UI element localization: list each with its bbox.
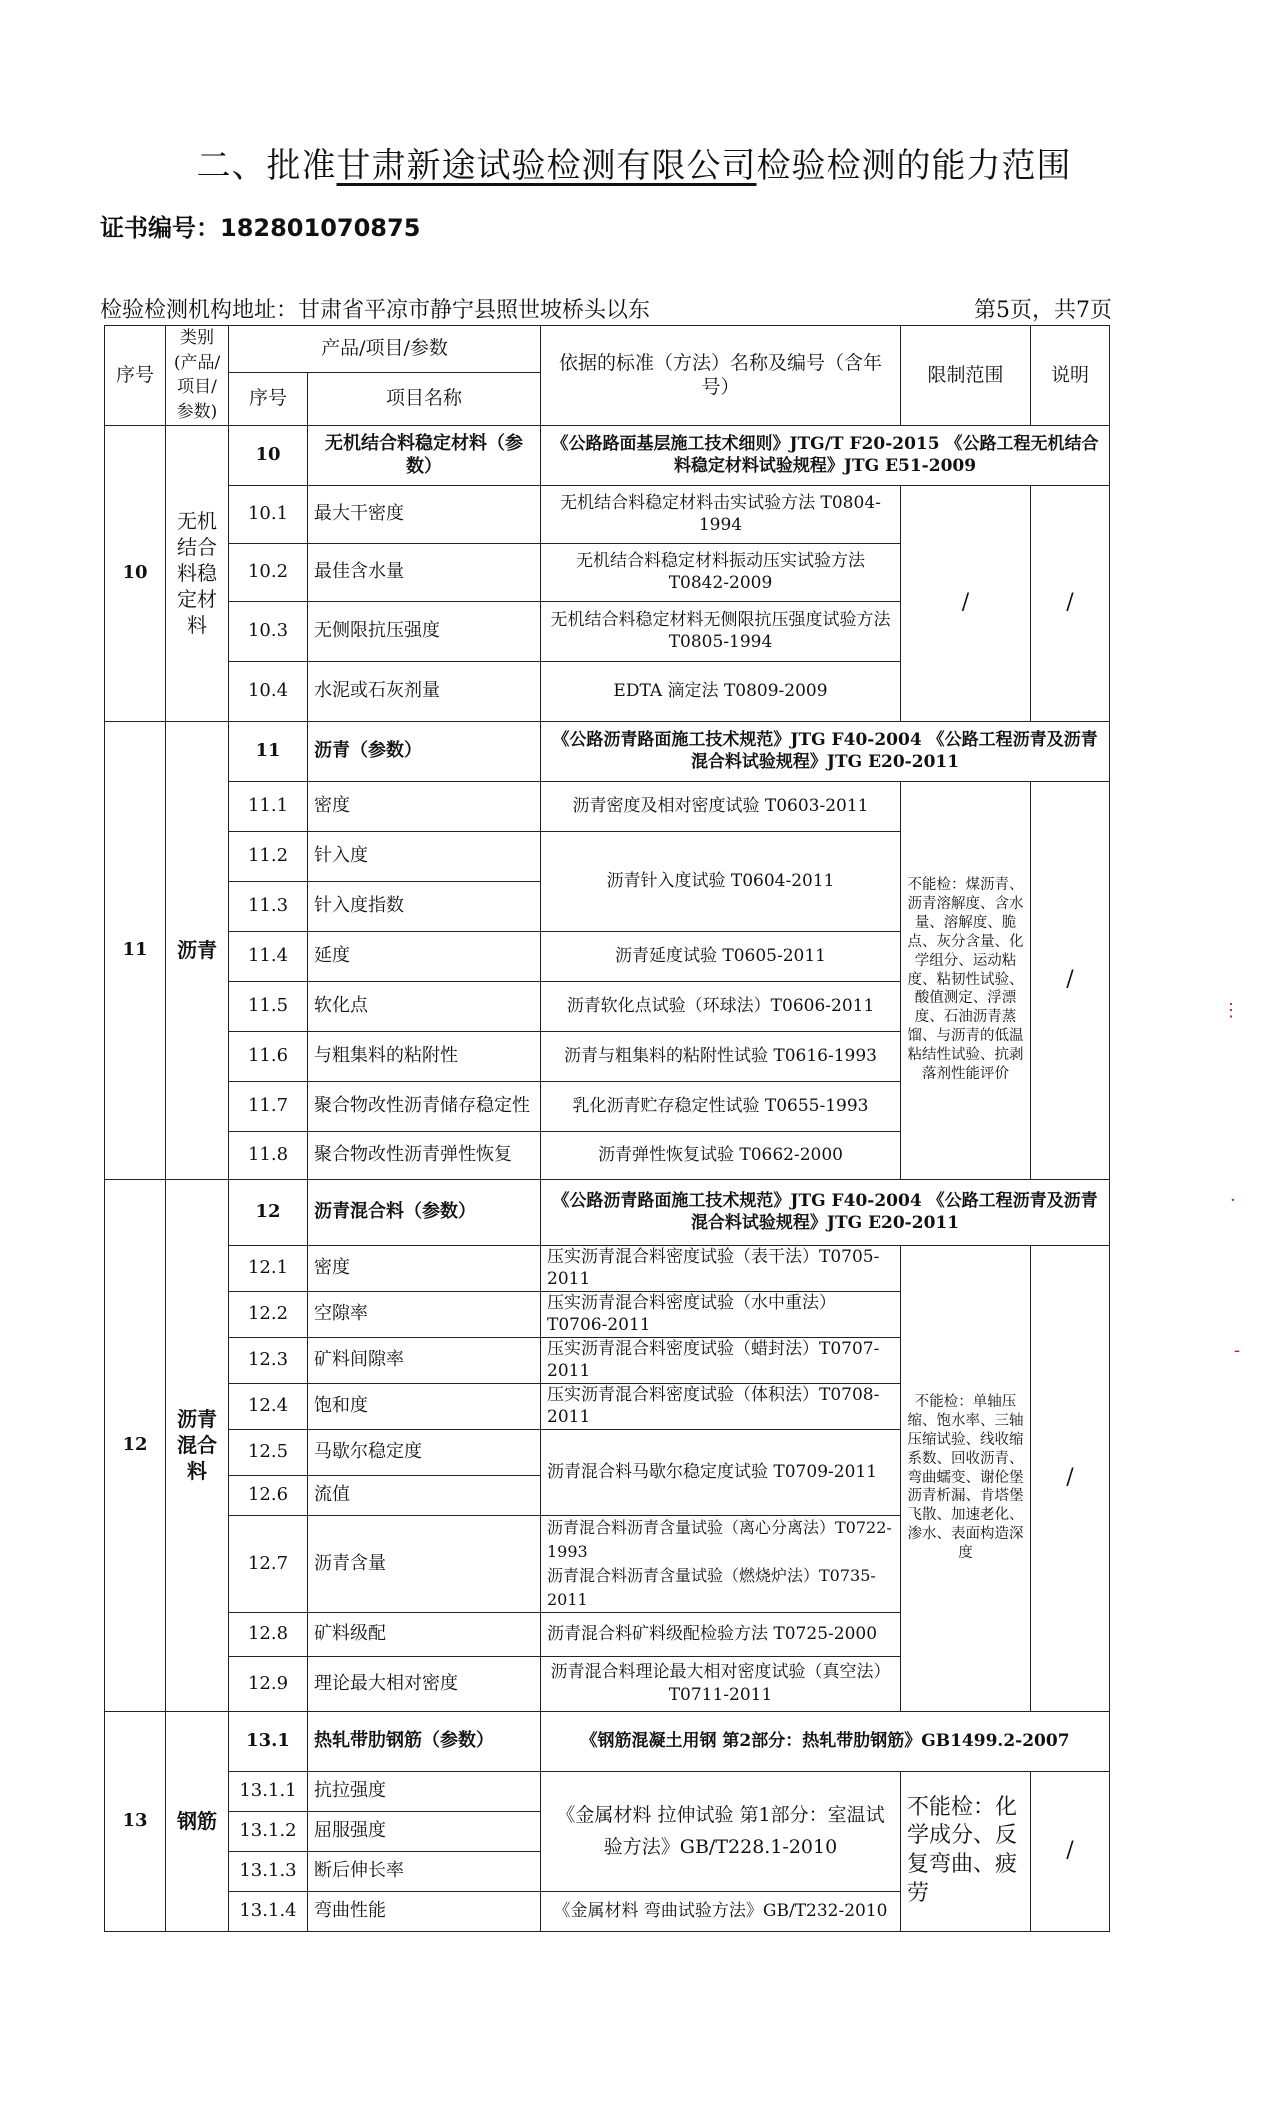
item-10-3-name: 无侧限抗压强度 bbox=[308, 601, 541, 661]
item-12-3-standard: 压实沥青混合料密度试验（蜡封法）T0707-2011 bbox=[541, 1337, 901, 1383]
item-12-3-num: 12.3 bbox=[229, 1337, 308, 1383]
item-11-4-num: 11.4 bbox=[229, 931, 308, 981]
item-11-5-standard: 沥青软化点试验（环球法）T0606-2011 bbox=[541, 981, 901, 1031]
item-10-4-name: 水泥或石灰剂量 bbox=[308, 661, 541, 721]
item-10-1-num: 10.1 bbox=[229, 485, 308, 543]
group-10-head-name: 无机结合料稳定材料（参数） bbox=[308, 425, 541, 485]
item-12-1-name: 密度 bbox=[308, 1245, 541, 1291]
item-11-1-num: 11.1 bbox=[229, 781, 308, 831]
group-10-note: / bbox=[1031, 485, 1110, 721]
item-10-2-standard: 无机结合料稳定材料振动压实试验方法 T0842-2009 bbox=[541, 543, 901, 601]
header-seq: 序号 bbox=[105, 326, 166, 426]
group-11-limit: 不能检：煤沥青、沥青溶解度、含水量、溶解度、脆点、灰分含量、化学组分、运动粘度、粘韧性试验、酸值测定、浮漂度、石油沥青蒸馏、与沥青的低温粘结性试验、抗剥落剂性能评价 bbox=[901, 781, 1031, 1179]
item-11-4-name: 延度 bbox=[308, 931, 541, 981]
header-category: 类别(产品/项目/参数) bbox=[166, 326, 229, 426]
item-12-6-num: 12.6 bbox=[229, 1475, 308, 1515]
item-10-2-name: 最佳含水量 bbox=[308, 543, 541, 601]
group-11-head-name: 沥青（参数） bbox=[308, 721, 541, 781]
group-12-head-num: 12 bbox=[229, 1179, 308, 1245]
group-12-note: / bbox=[1031, 1245, 1110, 1711]
item-13-1-3-name: 断后伸长率 bbox=[308, 1851, 541, 1891]
item-11-5-name: 软化点 bbox=[308, 981, 541, 1031]
group-12-head-name: 沥青混合料（参数） bbox=[308, 1179, 541, 1245]
item-13-1-1-standard: 《金属材料 拉伸试验 第1部分：室温试验方法》GB/T228.1-2010 bbox=[541, 1771, 901, 1891]
item-11-2-standard: 沥青针入度试验 T0604-2011 bbox=[541, 831, 901, 931]
item-12-2-standard: 压实沥青混合料密度试验（水中重法）T0706-2011 bbox=[541, 1291, 901, 1337]
item-10-2-num: 10.2 bbox=[229, 543, 308, 601]
page-title bbox=[0, 138, 1268, 187]
item-12-8-name: 矿料级配 bbox=[308, 1612, 541, 1656]
stamp-mark: - bbox=[1234, 1340, 1241, 1361]
item-12-9-standard: 沥青混合料理论最大相对密度试验（真空法）T0711-2011 bbox=[541, 1656, 901, 1711]
page-info: 第5页，共7页 bbox=[974, 298, 1112, 323]
item-10-1-name: 最大干密度 bbox=[308, 485, 541, 543]
item-12-9-name: 理论最大相对密度 bbox=[308, 1656, 541, 1711]
group-11-head-num: 11 bbox=[229, 721, 308, 781]
group-12-head-standard: 《公路沥青路面施工技术规范》JTG F40-2004 《公路工程沥青及沥青混合料试验规程》JTG E20-2011 bbox=[541, 1179, 1110, 1245]
item-11-6-standard: 沥青与粗集料的粘附性试验 T0616-1993 bbox=[541, 1031, 901, 1081]
group-12-limit: 不能检：单轴压缩、饱水率、三轴压缩试验、线收缩系数、回收沥青、弯曲蠕变、谢伦堡沥青析漏、肯塔堡飞散、加速老化、渗水、表面构造深度 bbox=[901, 1245, 1031, 1711]
item-11-7-standard: 乳化沥青贮存稳定性试验 T0655-1993 bbox=[541, 1081, 901, 1131]
item-12-5-num: 12.5 bbox=[229, 1429, 308, 1475]
title-suffix: 检验检测的能力范围 bbox=[756, 146, 1072, 186]
item-11-2-num: 11.2 bbox=[229, 831, 308, 881]
item-13-1-2-num: 13.1.2 bbox=[229, 1811, 308, 1851]
item-13-1-3-num: 13.1.3 bbox=[229, 1851, 308, 1891]
item-11-8-num: 11.8 bbox=[229, 1131, 308, 1179]
item-10-1-standard: 无机结合料稳定材料击实试验方法 T0804-1994 bbox=[541, 485, 901, 543]
item-13-1-2-name: 屈服强度 bbox=[308, 1811, 541, 1851]
group-13-head-num: 13.1 bbox=[229, 1711, 308, 1771]
item-12-7-num: 12.7 bbox=[229, 1515, 308, 1612]
group-11-category: 沥青 bbox=[166, 721, 229, 1179]
header-product: 产品/项目/参数 bbox=[229, 326, 541, 373]
group-12-category: 沥青混合料 bbox=[166, 1179, 229, 1711]
item-12-4-standard: 压实沥青混合料密度试验（体积法）T0708-2011 bbox=[541, 1383, 901, 1429]
group-12-seq: 12 bbox=[105, 1179, 166, 1711]
item-11-5-num: 11.5 bbox=[229, 981, 308, 1031]
item-11-8-standard: 沥青弹性恢复试验 T0662-2000 bbox=[541, 1131, 901, 1179]
stamp-mark: ⋮ bbox=[1222, 1000, 1240, 1021]
group-13-head-name: 热轧带肋钢筋（参数） bbox=[308, 1711, 541, 1771]
group-10-head-num: 10 bbox=[229, 425, 308, 485]
item-12-3-name: 矿料间隙率 bbox=[308, 1337, 541, 1383]
item-12-2-num: 12.2 bbox=[229, 1291, 308, 1337]
header-limit: 限制范围 bbox=[901, 326, 1031, 426]
address-label: 检验检测机构地址： bbox=[100, 298, 299, 323]
item-12-9-num: 12.9 bbox=[229, 1656, 308, 1711]
item-13-1-4-name: 弯曲性能 bbox=[308, 1891, 541, 1931]
header-item-name: 项目名称 bbox=[308, 372, 541, 425]
item-11-2-name: 针入度 bbox=[308, 831, 541, 881]
group-11-head-standard: 《公路沥青路面施工技术规范》JTG F40-2004 《公路工程沥青及沥青混合料试验规程》JTG E20-2011 bbox=[541, 721, 1110, 781]
group-10-head-standard: 《公路路面基层施工技术细则》JTG/T F20-2015 《公路工程无机结合料稳定材料试验规程》JTG E51-2009 bbox=[541, 425, 1110, 485]
group-13-head-standard: 《钢筋混凝土用钢 第2部分：热轧带肋钢筋》GB1499.2-2007 bbox=[541, 1711, 1110, 1771]
item-10-3-standard: 无机结合料稳定材料无侧限抗压强度试验方法 T0805-1994 bbox=[541, 601, 901, 661]
header-note: 说明 bbox=[1031, 326, 1110, 426]
item-12-7-standard-line2: 沥青混合料沥青含量试验（燃烧炉法）T0735-2011 bbox=[547, 1565, 876, 1609]
item-13-1-4-num: 13.1.4 bbox=[229, 1891, 308, 1931]
group-13-limit: 不能检：化学成分、反复弯曲、疲劳 bbox=[901, 1771, 1031, 1931]
item-13-1-1-num: 13.1.1 bbox=[229, 1771, 308, 1811]
item-11-4-standard: 沥青延度试验 T0605-2011 bbox=[541, 931, 901, 981]
item-10-4-num: 10.4 bbox=[229, 661, 308, 721]
item-11-1-name: 密度 bbox=[308, 781, 541, 831]
group-13-seq: 13 bbox=[105, 1711, 166, 1931]
header-standard: 依据的标准（方法）名称及编号（含年号） bbox=[541, 326, 901, 426]
item-12-5-standard: 沥青混合料马歇尔稳定度试验 T0709-2011 bbox=[541, 1429, 901, 1515]
item-13-1-4-standard: 《金属材料 弯曲试验方法》GB/T232-2010 bbox=[541, 1891, 901, 1931]
group-13-note: / bbox=[1031, 1771, 1110, 1931]
certificate-number bbox=[100, 208, 420, 243]
institution-address bbox=[100, 293, 650, 324]
item-12-7-standard-line1: 沥青混合料沥青含量试验（离心分离法）T0722-1993 bbox=[547, 1517, 892, 1561]
group-11-note: / bbox=[1031, 781, 1110, 1179]
item-12-2-name: 空隙率 bbox=[308, 1291, 541, 1337]
item-11-6-name: 与粗集料的粘附性 bbox=[308, 1031, 541, 1081]
title-prefix: 二、批准 bbox=[196, 146, 337, 186]
group-10-category: 无机结合料稳定材料 bbox=[166, 425, 229, 721]
group-13-category: 钢筋 bbox=[166, 1711, 229, 1931]
item-12-6-name: 流值 bbox=[308, 1475, 541, 1515]
item-11-6-num: 11.6 bbox=[229, 1031, 308, 1081]
item-12-1-standard: 压实沥青混合料密度试验（表干法）T0705-2011 bbox=[541, 1245, 901, 1291]
item-11-7-name: 聚合物改性沥青储存稳定性 bbox=[308, 1081, 541, 1131]
item-12-4-num: 12.4 bbox=[229, 1383, 308, 1429]
cert-label: 证书编号： bbox=[100, 214, 220, 242]
item-12-4-name: 饱和度 bbox=[308, 1383, 541, 1429]
item-12-5-name: 马歇尔稳定度 bbox=[308, 1429, 541, 1475]
group-10-limit: / bbox=[901, 485, 1031, 721]
item-12-8-standard: 沥青混合料矿料级配检验方法 T0725-2000 bbox=[541, 1612, 901, 1656]
group-11-seq: 11 bbox=[105, 721, 166, 1179]
item-13-1-1-name: 抗拉强度 bbox=[308, 1771, 541, 1811]
item-12-7-name: 沥青含量 bbox=[308, 1515, 541, 1612]
address-value: 甘肃省平凉市静宁县照世坡桥头以东 bbox=[298, 298, 651, 323]
item-12-1-num: 12.1 bbox=[229, 1245, 308, 1291]
item-10-4-standard: EDTA 滴定法 T0809-2009 bbox=[541, 661, 901, 721]
item-11-1-standard: 沥青密度及相对密度试验 T0603-2011 bbox=[541, 781, 901, 831]
item-10-3-num: 10.3 bbox=[229, 601, 308, 661]
header-sub-seq: 序号 bbox=[229, 372, 308, 425]
item-12-7-standard bbox=[541, 1515, 901, 1612]
capability-table bbox=[104, 325, 1110, 1932]
item-12-8-num: 12.8 bbox=[229, 1612, 308, 1656]
item-11-7-num: 11.7 bbox=[229, 1081, 308, 1131]
item-11-8-name: 聚合物改性沥青弹性恢复 bbox=[308, 1131, 541, 1179]
cert-number-value: 182801070875 bbox=[220, 214, 421, 242]
item-11-3-num: 11.3 bbox=[229, 881, 308, 931]
group-10-seq: 10 bbox=[105, 425, 166, 721]
stamp-mark: · bbox=[1230, 1190, 1236, 1211]
item-11-3-name: 针入度指数 bbox=[308, 881, 541, 931]
title-organization: 甘肃新途试验检测有限公司 bbox=[336, 146, 757, 186]
